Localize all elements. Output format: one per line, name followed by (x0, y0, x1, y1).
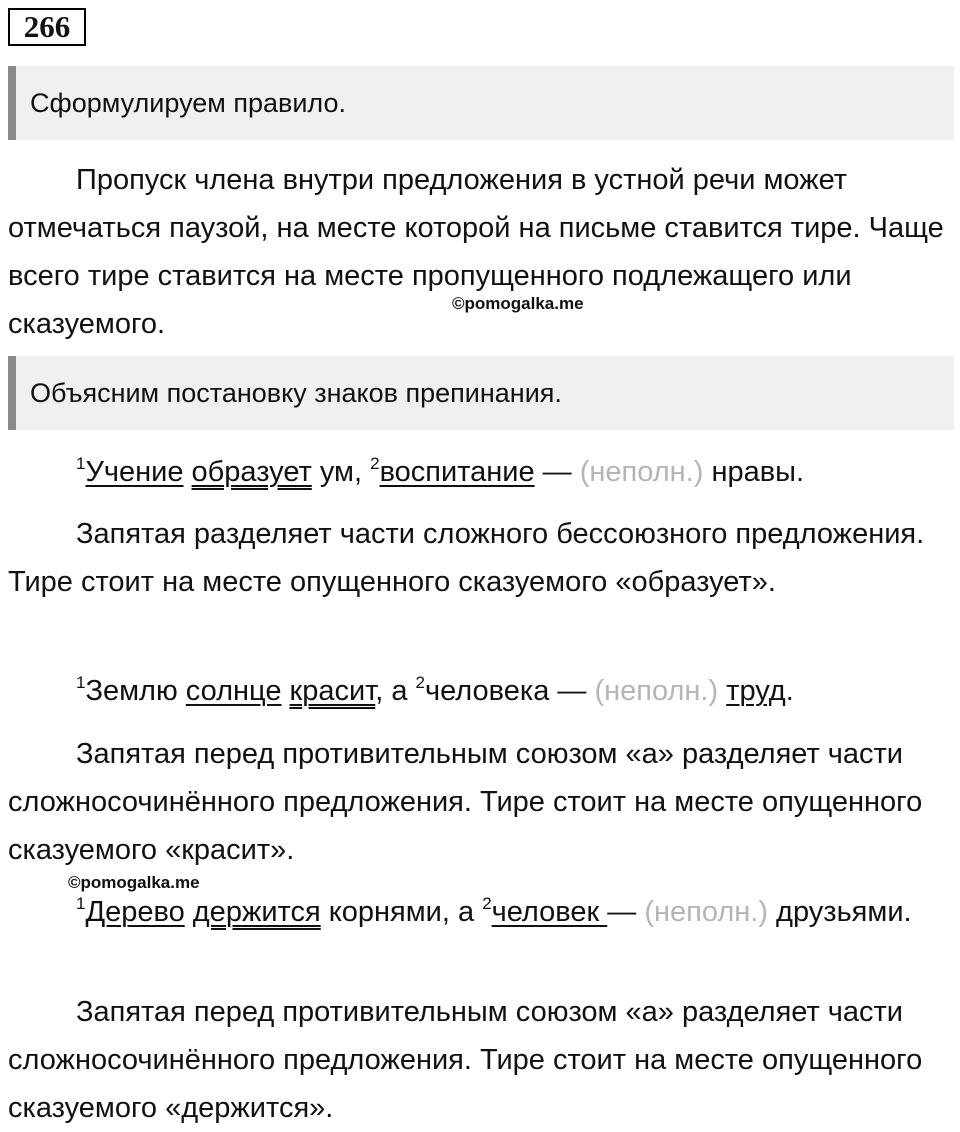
explanation-paragraph-1: Запятая разделяет части сложного бессоюзного предложения. Тире стоит на месте опущенного сказуемого «образует». (8, 518, 925, 598)
predicate-word: образует (191, 456, 312, 488)
sentence-fragment: человека — (425, 675, 595, 707)
part-index: 1 (76, 454, 86, 473)
watermark-top: ©pomogalka.me (452, 294, 584, 313)
part-index: 1 (76, 894, 86, 913)
incomplete-note: (неполн.) (579, 456, 704, 488)
sentence-fragment: друзьями. (776, 896, 912, 928)
predicate-word: красит (289, 675, 376, 707)
sentence-fragment: ум, (311, 456, 371, 488)
subject-word: Дерево (85, 896, 185, 928)
subject-word: человек (491, 896, 608, 928)
rule-paragraph: Пропуск члена внутри предложения в устной речи может отмечаться паузой, на месте которой на письме ставится тире. Чаще всего тире ставится на месте пропущенного подлежащего или сказуемого. (8, 164, 944, 340)
exercise-number: 266 (8, 8, 86, 46)
sentence-fragment: , а (375, 675, 416, 707)
sentence-fragment: . (785, 675, 794, 707)
subject-word: солнце (185, 675, 282, 707)
part-index: 2 (370, 454, 380, 473)
sentence-fragment: нравы. (703, 456, 805, 488)
section-heading-punctuation: Объясним постановку знаков препинания. (8, 356, 954, 430)
explanation-paragraph-2: Запятая перед противительным союзом «а» разделяет части сложносочинённого предложения. Тире стоит на месте опущенного сказуемого «красит». (8, 738, 923, 866)
subject-word: труд (726, 675, 786, 707)
section-heading-rule: Сформулируем правило. (8, 66, 954, 140)
part-index: 1 (76, 673, 86, 692)
subject-word: Учение (85, 456, 184, 488)
watermark-bottom: ©pomogalka.me (68, 873, 200, 892)
sentence-fragment: Землю (85, 675, 186, 707)
part-index: 2 (415, 673, 426, 692)
predicate-word: держится (192, 896, 321, 928)
subject-word: воспитание (379, 456, 535, 488)
example-sentence-2 (8, 667, 952, 715)
example-sentence-1 (8, 448, 952, 496)
incomplete-note: (неполн.) (644, 896, 768, 928)
sentence-fragment: корнями, а (320, 896, 483, 928)
explanation-paragraph-3: Запятая перед противительным союзом «а» разделяет части сложносочинённого предложения. Тире стоит на месте опущенного сказуемого «держится». (8, 996, 923, 1124)
dash: — (607, 896, 645, 928)
incomplete-note: (неполн.) (594, 675, 719, 707)
example-sentence-3 (8, 888, 952, 936)
part-index: 2 (482, 894, 492, 913)
dash: — (534, 456, 580, 488)
